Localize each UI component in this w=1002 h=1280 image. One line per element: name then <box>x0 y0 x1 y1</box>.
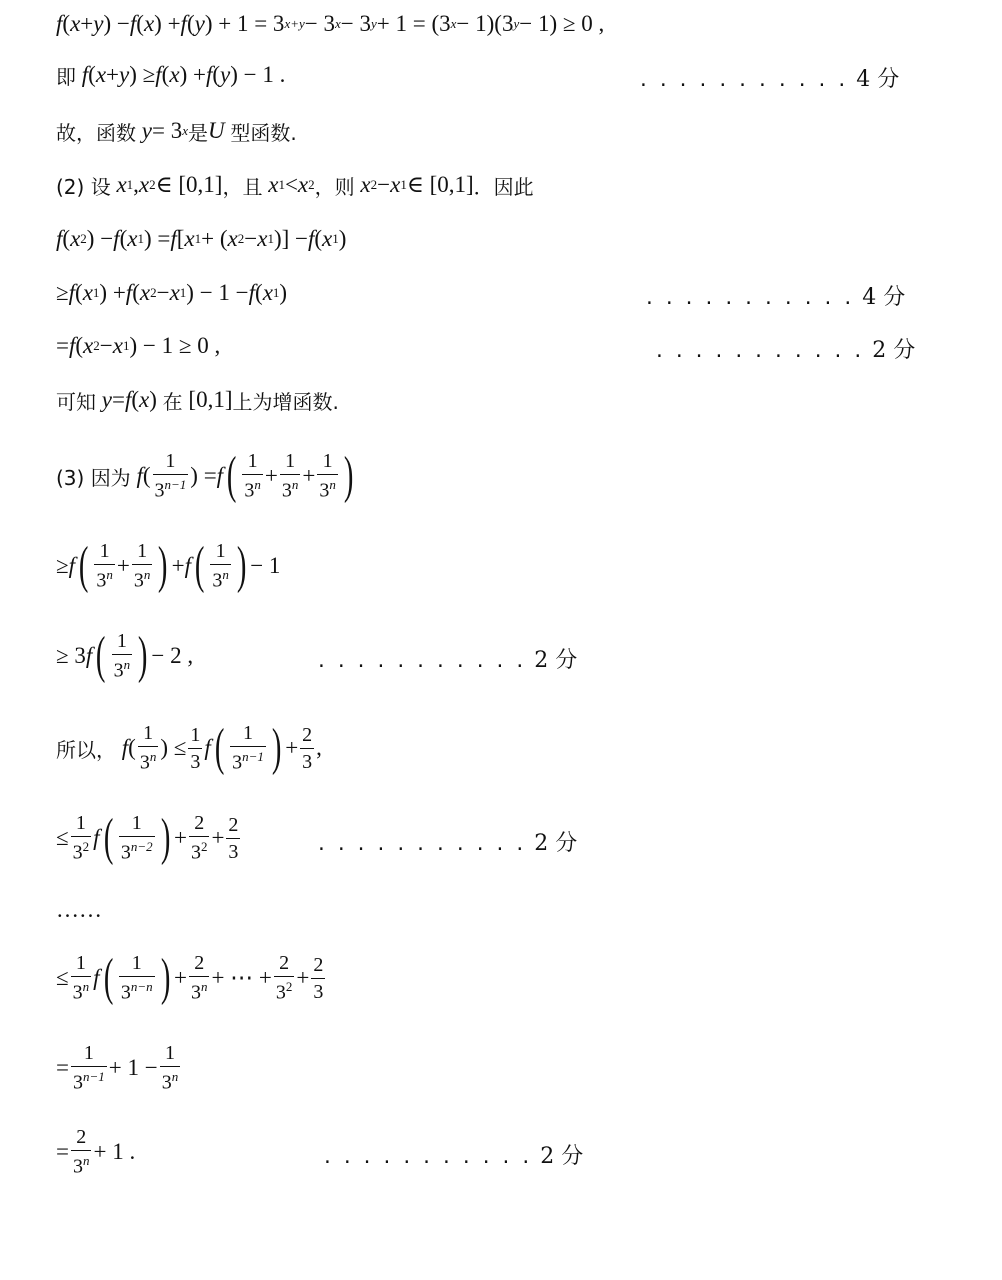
part-2-intro: (2) 设 x 1 , x 2 ∈ [0,1] ，且 x 1 < x 2 ，则 x 2 − x 1 ∈ [0,1] ．因此 <box>56 172 534 199</box>
equation-line-7: = f ( x 2 − x 1 ) − 1 ≥ 0 , <box>56 333 221 358</box>
equation-line-17: = $\frac{2}{3^n}$ + 1 . <box>56 1126 136 1178</box>
score-mark: ...........4 分 <box>638 67 900 92</box>
equation-line-16: = $\frac{1}{3^{n-1}}$ + 1 − $\frac{1}{3^n}$ <box>56 1042 179 1094</box>
score-mark: ...........2 分 <box>322 1144 584 1169</box>
conclusion-line-2: 可知 y = f ( x ) 在 [0,1] 上为增函数. <box>56 387 339 414</box>
ellipsis-line: …… <box>56 897 102 922</box>
score-mark: ...........4 分 <box>644 285 906 310</box>
conclusion-line-1: 故，函数 y = 3 x 是 U 型函数. <box>56 118 297 145</box>
equation-line-13: ≤ $\frac{1}{3^2}$ f ( $\frac{1}{3^{n-2}}$ ) + $\frac{2}{3^2}$ + $\frac{2}{3}$ <box>56 809 239 866</box>
equation-line-10: ≥ f ( $\frac{1}{3^n}$ + $\frac{1}{3^n}$ ) + f ( $\frac{1}{3^n}$ ) − 1 <box>56 537 281 594</box>
score-mark: ...........2 分 <box>654 338 916 363</box>
score-mark: ...........2 分 <box>316 648 578 673</box>
equation-line-6: ≥ f ( x 1 ) + f ( x 2 − x 1 ) − 1 − f ( x 1 ) <box>56 280 288 305</box>
score-mark: ...........2 分 <box>316 831 578 856</box>
equation-line-2: 即 f ( x + y ) ≥ f ( x ) + f ( y ) − 1 . <box>56 62 286 89</box>
text-ji: 即 <box>56 64 76 89</box>
equation-line-1: f ( x + y ) − f ( x ) + f ( y ) + 1 = 3 x+y − 3 x − 3 y + 1 = (3 x − 1)(3 y − 1) ≥ 0 , <box>56 11 605 36</box>
part-3-intro: (3) 因为 f ( $\frac{1}{3^{n-1}}$ ) = f ( $\frac{1}{3^n}$ + $\frac{1}{3^n}$ + $\frac{1}{3^n}$ ) <box>56 447 354 504</box>
equation-line-11: ≥ 3 f ( $\frac{1}{3^n}$ ) − 2 , <box>56 627 194 684</box>
equation-line-15: ≤ $\frac{1}{3^n}$ f ( $\frac{1}{3^{n-n}}$ ) + $\frac{2}{3^n}$ + ⋯ + $\frac{2}{3^2}$ + $\frac{2}{3}$ <box>56 949 324 1006</box>
equation-line-5: f ( x 2 ) − f ( x 1 ) = f [ x 1 + ( x 2 − x 1 )] − f ( x 1 ) <box>56 226 347 251</box>
equation-line-12: 所以， f ( $\frac{1}{3^n}$ ) ≤ $\frac{1}{3}$ f ( $\frac{1}{3^{n-1}}$ ) + $\frac{2}{3}$ , <box>56 719 322 776</box>
